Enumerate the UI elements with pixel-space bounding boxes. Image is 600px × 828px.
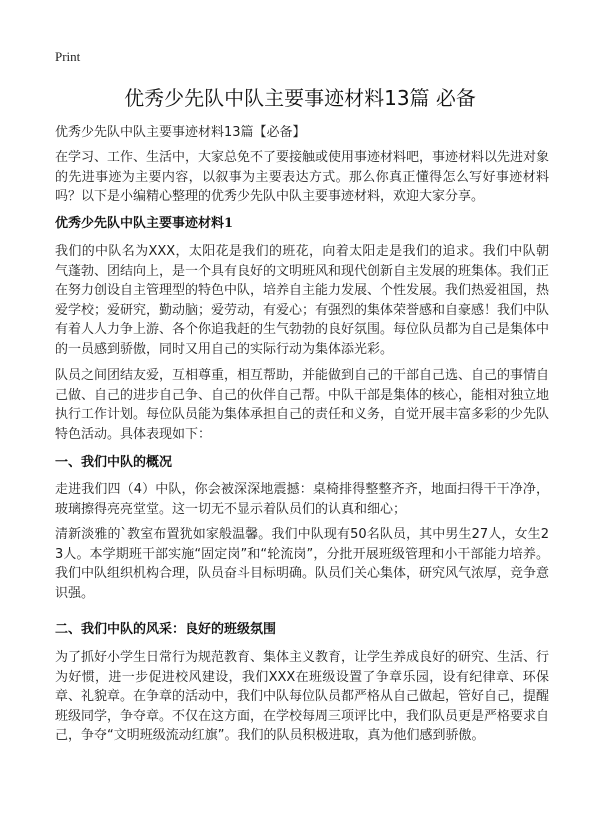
document-subtitle: 优秀少先队中队主要事迹材料13篇【必备】 (55, 125, 306, 140)
paragraph: 我们的中队名为XXX，太阳花是我们的班花，向着太阳走是我们的追求。我们中队朝气蓬勃、团结向上，是一个具有良好的文明班风和现代创新自主发展的班集体。我们正在努力创设自主管理型的特色中队，培养自主能力发展、个性发展。我们热爱祖国，热爱学校；爱研究，勤动脑；爱劳动，有爱心；有强烈的集体荣誉感和自豪感！我们中队有着人人力争上游、各个你追我赶的生气勃勃的良好氛围。每位队员都为自己是集体中的一员感到骄傲，同时又用自己的实际行动为集体添光彩。 (55, 244, 550, 357)
section-heading-1: 优秀少先队中队主要事迹材料1 (55, 216, 234, 231)
page-title: 优秀少先队中队主要事迹材料13篇 必备 (124, 86, 476, 110)
paragraph: 队员之间团结友爱，互相尊重，相互帮助，并能做到自己的干部自己选、自己的事情自己做、自己的进步自己争、自己的伙伴自己帮。中队干部是集体的核心，能相对独立地执行工作计划。每位队员能为集体承担自己的责任和义务，自觉开展丰富多彩的少先队特色活动。具体表现如下： (55, 368, 550, 442)
intro-paragraph: 在学习、工作、生活中，大家总免不了要接触或使用事迹材料吧，事迹材料以先进对象的先进事迹为主要内容，以叙事为主要表达方式。那么你真正懂得怎么写好事迹材料吗？以下是小编精心整理的优秀少先队中队主要事迹材料，欢迎大家分享。 (55, 150, 550, 204)
part-heading-1: 一、我们中队的概况 (55, 455, 173, 470)
paragraph: 走进我们四（4）中队，你会被深深地震撼：桌椅排得整整齐齐，地面扫得干干净净，玻璃擦得亮亮堂堂。这一切无不显示着队员们的认真和细心； (55, 482, 549, 517)
print-label: Print (55, 49, 81, 64)
paragraph: 清新淡雅的`教室布置犹如家般温馨。我们中队现有50名队员，其中男生27人，女生23人。本学期班干部实施“固定岗”和“轮流岗”，分批开展班级管理和小干部能力培养。我们中队组织机构合理，队员奋斗目标明确。队员们关心集体，研究风气浓厚，竞争意识强。 (55, 527, 550, 601)
part-heading-2: 二、我们中队的风采：良好的班级氛围 (55, 622, 277, 637)
paragraph: 为了抓好小学生日常行为规范教育、集体主义教育，让学生养成良好的研究、生活、行为好惯，进一步促进校风建设，我们XXX在班级设置了争章乐园，设有纪律章、环保章、礼貌章。在争章的活动中，我们中队每位队员都严格从自己做起，管好自己，提醒班级同学，争夺章。不仅在这方面，在学校每周三项评比中，我们队员更是严格要求自己，争夺“文明班级流动红旗”。我们的队员积极进取，真为他们感到骄傲。 (55, 650, 550, 743)
